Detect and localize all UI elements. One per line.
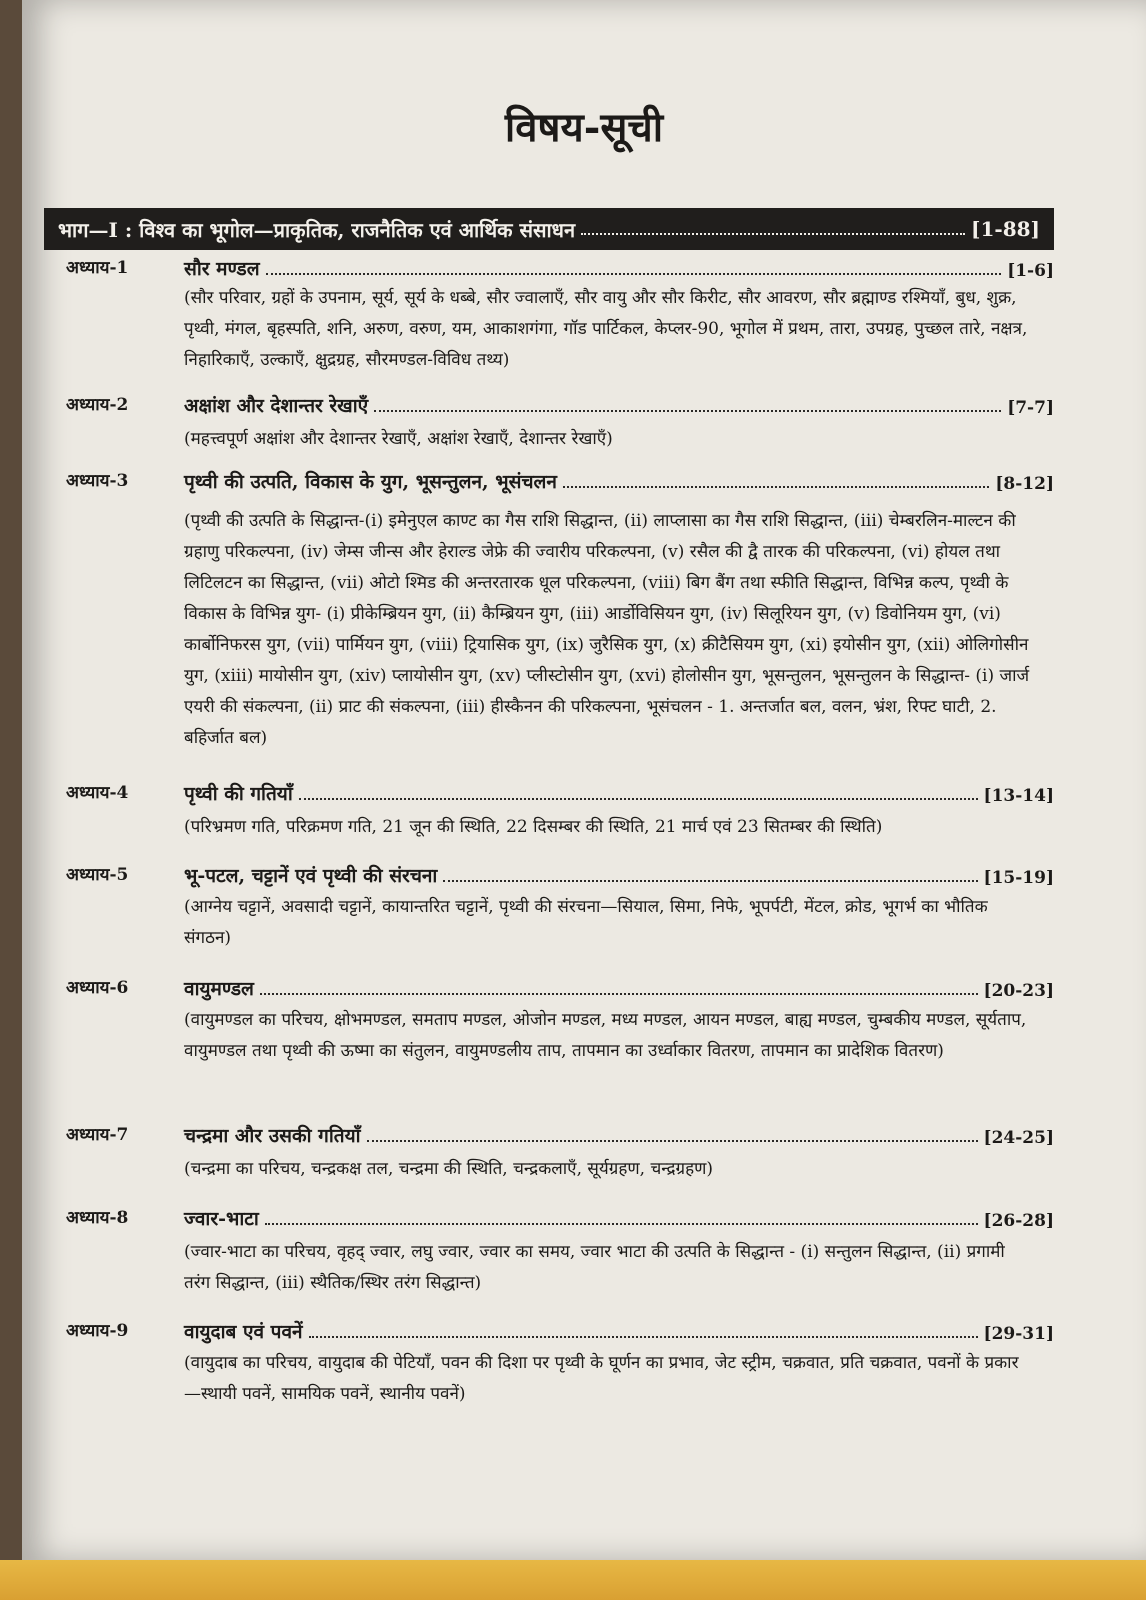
chapter-title: चन्द्रमा और उसकी गतियाँ: [184, 1125, 361, 1147]
chapter-label: अध्याय-3: [66, 471, 129, 491]
part-title: भाग—I : विश्व का भूगोल—प्राकृतिक, राजनैतिक एवं आर्थिक संसाधन: [58, 217, 576, 242]
dot-leader: [563, 486, 989, 488]
chapter-pages: [29-31]: [983, 1324, 1054, 1344]
chapter-heading-row: [184, 1205, 1054, 1231]
chapter-topics: (ज्वार-भाटा का परिचय, वृहद् ज्वार, लघु ज्वार, ज्वार का समय, ज्वार भाटा की उत्पति के सिद्धान्त - (i) सन्तुलन सिद्धान्त, (ii) प्रगामी तरंग सिद्धान्त, (iii) स्थैतिक/स्थिर तरंग सिद्धान्त): [184, 1242, 1005, 1293]
chapter-pages: [24-25]: [983, 1128, 1054, 1148]
chapter-topics: (आग्नेय चट्टानें, अवसादी चट्टानें, कायान्तरित चट्टानें, पृथ्वी की संरचना—सियाल, सिमा, निफे, भूपर्पटी, मेंटल, क्रोड, भूगर्भ का भौतिक संगठन): [184, 897, 988, 948]
dot-leader: [260, 993, 978, 995]
chapter-topics: (चन्द्रमा का परिचय, चन्द्रकक्ष तल, चन्द्रमा की स्थिति, चन्द्रकलाएँ, सूर्यग्रहण, चन्द्रग्रहण): [184, 1159, 714, 1179]
dot-leader: [443, 880, 977, 882]
part-pages: [1-88]: [971, 217, 1040, 241]
cover-edge: [0, 1560, 1146, 1600]
chapter-title: ज्वार-भाटा: [184, 1208, 259, 1230]
part-heading-bar: [44, 208, 1054, 250]
book-page: [22, 0, 1146, 1560]
chapter-title: अक्षांश और देशान्तर रेखाएँ: [184, 395, 369, 417]
chapter-topics: (सौर परिवार, ग्रहों के उपनाम, सूर्य, सूर्य के धब्बे, सौर ज्वालाएँ, सौर वायु और सौर किरीट, सौर आवरण, सौर ब्रह्माण्ड रश्मियाँ, बुध, शुक्र, पृथ्वी, मंगल, बृहस्पति, शनि, अरुण, वरुण, यम, आकाशगंगा, गॉड पार्टिकल, केप्लर-90, भूगोल में प्रथम, तारा, उपग्रह, पुच्छल तारे, नक्षत्र, निहारिकाएँ, उल्काएँ, क्षुद्रग्रह, सौरमण्डल-विविध तथ्य): [184, 288, 1028, 370]
chapter-topics: (महत्त्वपूर्ण अक्षांश और देशान्तर रेखाएँ, अक्षांश रेखाएँ, देशान्तर रेखाएँ): [184, 429, 613, 449]
dot-leader: [374, 410, 1001, 412]
chapter-pages: [20-23]: [983, 981, 1054, 1001]
chapter-heading-row: [184, 975, 1054, 1001]
chapter-heading-row: [184, 255, 1054, 281]
chapter-pages: [15-19]: [983, 868, 1054, 888]
chapter-label: अध्याय-2: [66, 395, 129, 415]
chapter-label: अध्याय-8: [66, 1208, 129, 1228]
chapter-pages: [13-14]: [983, 786, 1054, 806]
chapter-topics: (वायुदाब का परिचय, वायुदाब की पेटियाँ, पवन की दिशा पर पृथ्वी के घूर्णन का प्रभाव, जेट स्ट्रीम, चक्रवात, प्रति चक्रवात, पवनों के प्रकार—स्थायी पवनें, सामयिक पवनें, स्थानीय पवनें): [184, 1353, 1019, 1404]
chapter-label: अध्याय-7: [66, 1125, 129, 1145]
chapter-heading-row: [184, 780, 1054, 806]
chapter-pages: [7-7]: [1007, 398, 1054, 418]
dot-leader: [309, 1336, 978, 1338]
chapter-title: पृथ्वी की गतियाँ: [184, 783, 293, 805]
chapter-heading-row: [184, 1122, 1054, 1148]
chapter-pages: [1-6]: [1007, 261, 1054, 281]
chapter-title: पृथ्वी की उत्पति, विकास के युग, भूसन्तुलन, भूसंचलन: [184, 471, 557, 493]
chapter-heading-row: [184, 862, 1054, 888]
dot-leader: [367, 1140, 978, 1142]
chapter-topics: (परिभ्रमण गति, परिक्रमण गति, 21 जून की स्थिति, 22 दिसम्बर की स्थिति, 21 मार्च एवं 23 सितम्बर की स्थिति): [184, 817, 883, 837]
dot-leader: [299, 798, 978, 800]
dot-leader: [266, 273, 1002, 275]
chapter-heading-row: [184, 468, 1054, 494]
chapter-label: अध्याय-4: [66, 783, 129, 803]
chapter-title: वायुमण्डल: [184, 978, 254, 1000]
chapter-pages: [8-12]: [995, 474, 1054, 494]
chapter-pages: [26-28]: [983, 1211, 1054, 1231]
chapter-label: अध्याय-1: [66, 258, 129, 278]
chapter-heading-row: [184, 392, 1054, 418]
chapter-label: अध्याय-9: [66, 1321, 129, 1341]
chapter-title: भू-पटल, चट्टानें एवं पृथ्वी की संरचना: [184, 865, 438, 887]
page-title: विषय-सूची: [504, 104, 664, 151]
chapter-label: अध्याय-6: [66, 978, 129, 998]
chapter-topics: (पृथ्वी की उत्पति के सिद्धान्त-(i) इमेनुएल काण्ट का गैस राशि सिद्धान्त, (ii) लाप्लासा का गैस राशि सिद्धान्त, (iii) चेम्बरलिन-माल्टन की ग्रहाणु परिकल्पना, (iv) जेम्स जीन्स और हेराल्ड जेफ्रे की ज्वारीय परिकल्पना, (v) रसैल की द्वै तारक की परिकल्पना, (vi) होयल तथा लिटिलटन का सिद्धान्त, (vii) ओटो श्मिड की अन्तरतारक धूल परिकल्पना, (viii) बिग बैंग तथा स्फीति सिद्धान्त, विभिन्न कल्प, पृथ्वी के विकास के विभिन्न युग- (i) प्रीकेम्ब्रियन युग, (ii) कैम्ब्रियन युग, (iii) आर्डोविसियन युग, (iv) सिलूरियन युग, (v) डिवोनियम युग, (vi) कार्बोनिफरस युग, (vii) पार्मियन युग, (viii) ट्रियासिक युग, (ix) जुरैसिक युग, (x) क्रीटैसियम युग, (xi) इयोसीन युग, (xii) ओलिगोसीन युग, (xiii) मायोसीन युग, (xiv) प्लायोसीन युग, (xv) प्लीस्टोसीन युग, (xvi) होलोसीन युग, भूसन्तुलन, भूसन्तुलन के सिद्धान्त- (i) जार्ज एयरी की संकल्पना, (ii) प्राट की संकल्पना, (iii) हीस्कैनन की परिकल्पना, भूसंचलन - 1. अन्तर्जात बल, वलन, भ्रंश, रिफ्ट घाटी, 2. बहिर्जात बल): [184, 511, 1030, 748]
dot-leader: [581, 233, 965, 235]
chapter-topics: (वायुमण्डल का परिचय, क्षोभमण्डल, समताप मण्डल, ओजोन मण्डल, मध्य मण्डल, आयन मण्डल, बाह्य मण्डल, चुम्बकीय मण्डल, सूर्यताप, वायुमण्डल तथा पृथ्वी की ऊष्मा का संतुलन, वायुमण्डलीय ताप, तापमान का उर्ध्वाकार वितरण, तापमान का प्रादेशिक वितरण): [184, 1010, 1027, 1061]
chapter-title: वायुदाब एवं पवनें: [184, 1321, 303, 1343]
dot-leader: [265, 1223, 978, 1225]
chapter-label: अध्याय-5: [66, 865, 129, 885]
chapter-heading-row: [184, 1318, 1054, 1344]
chapter-title: सौर मण्डल: [184, 258, 260, 280]
